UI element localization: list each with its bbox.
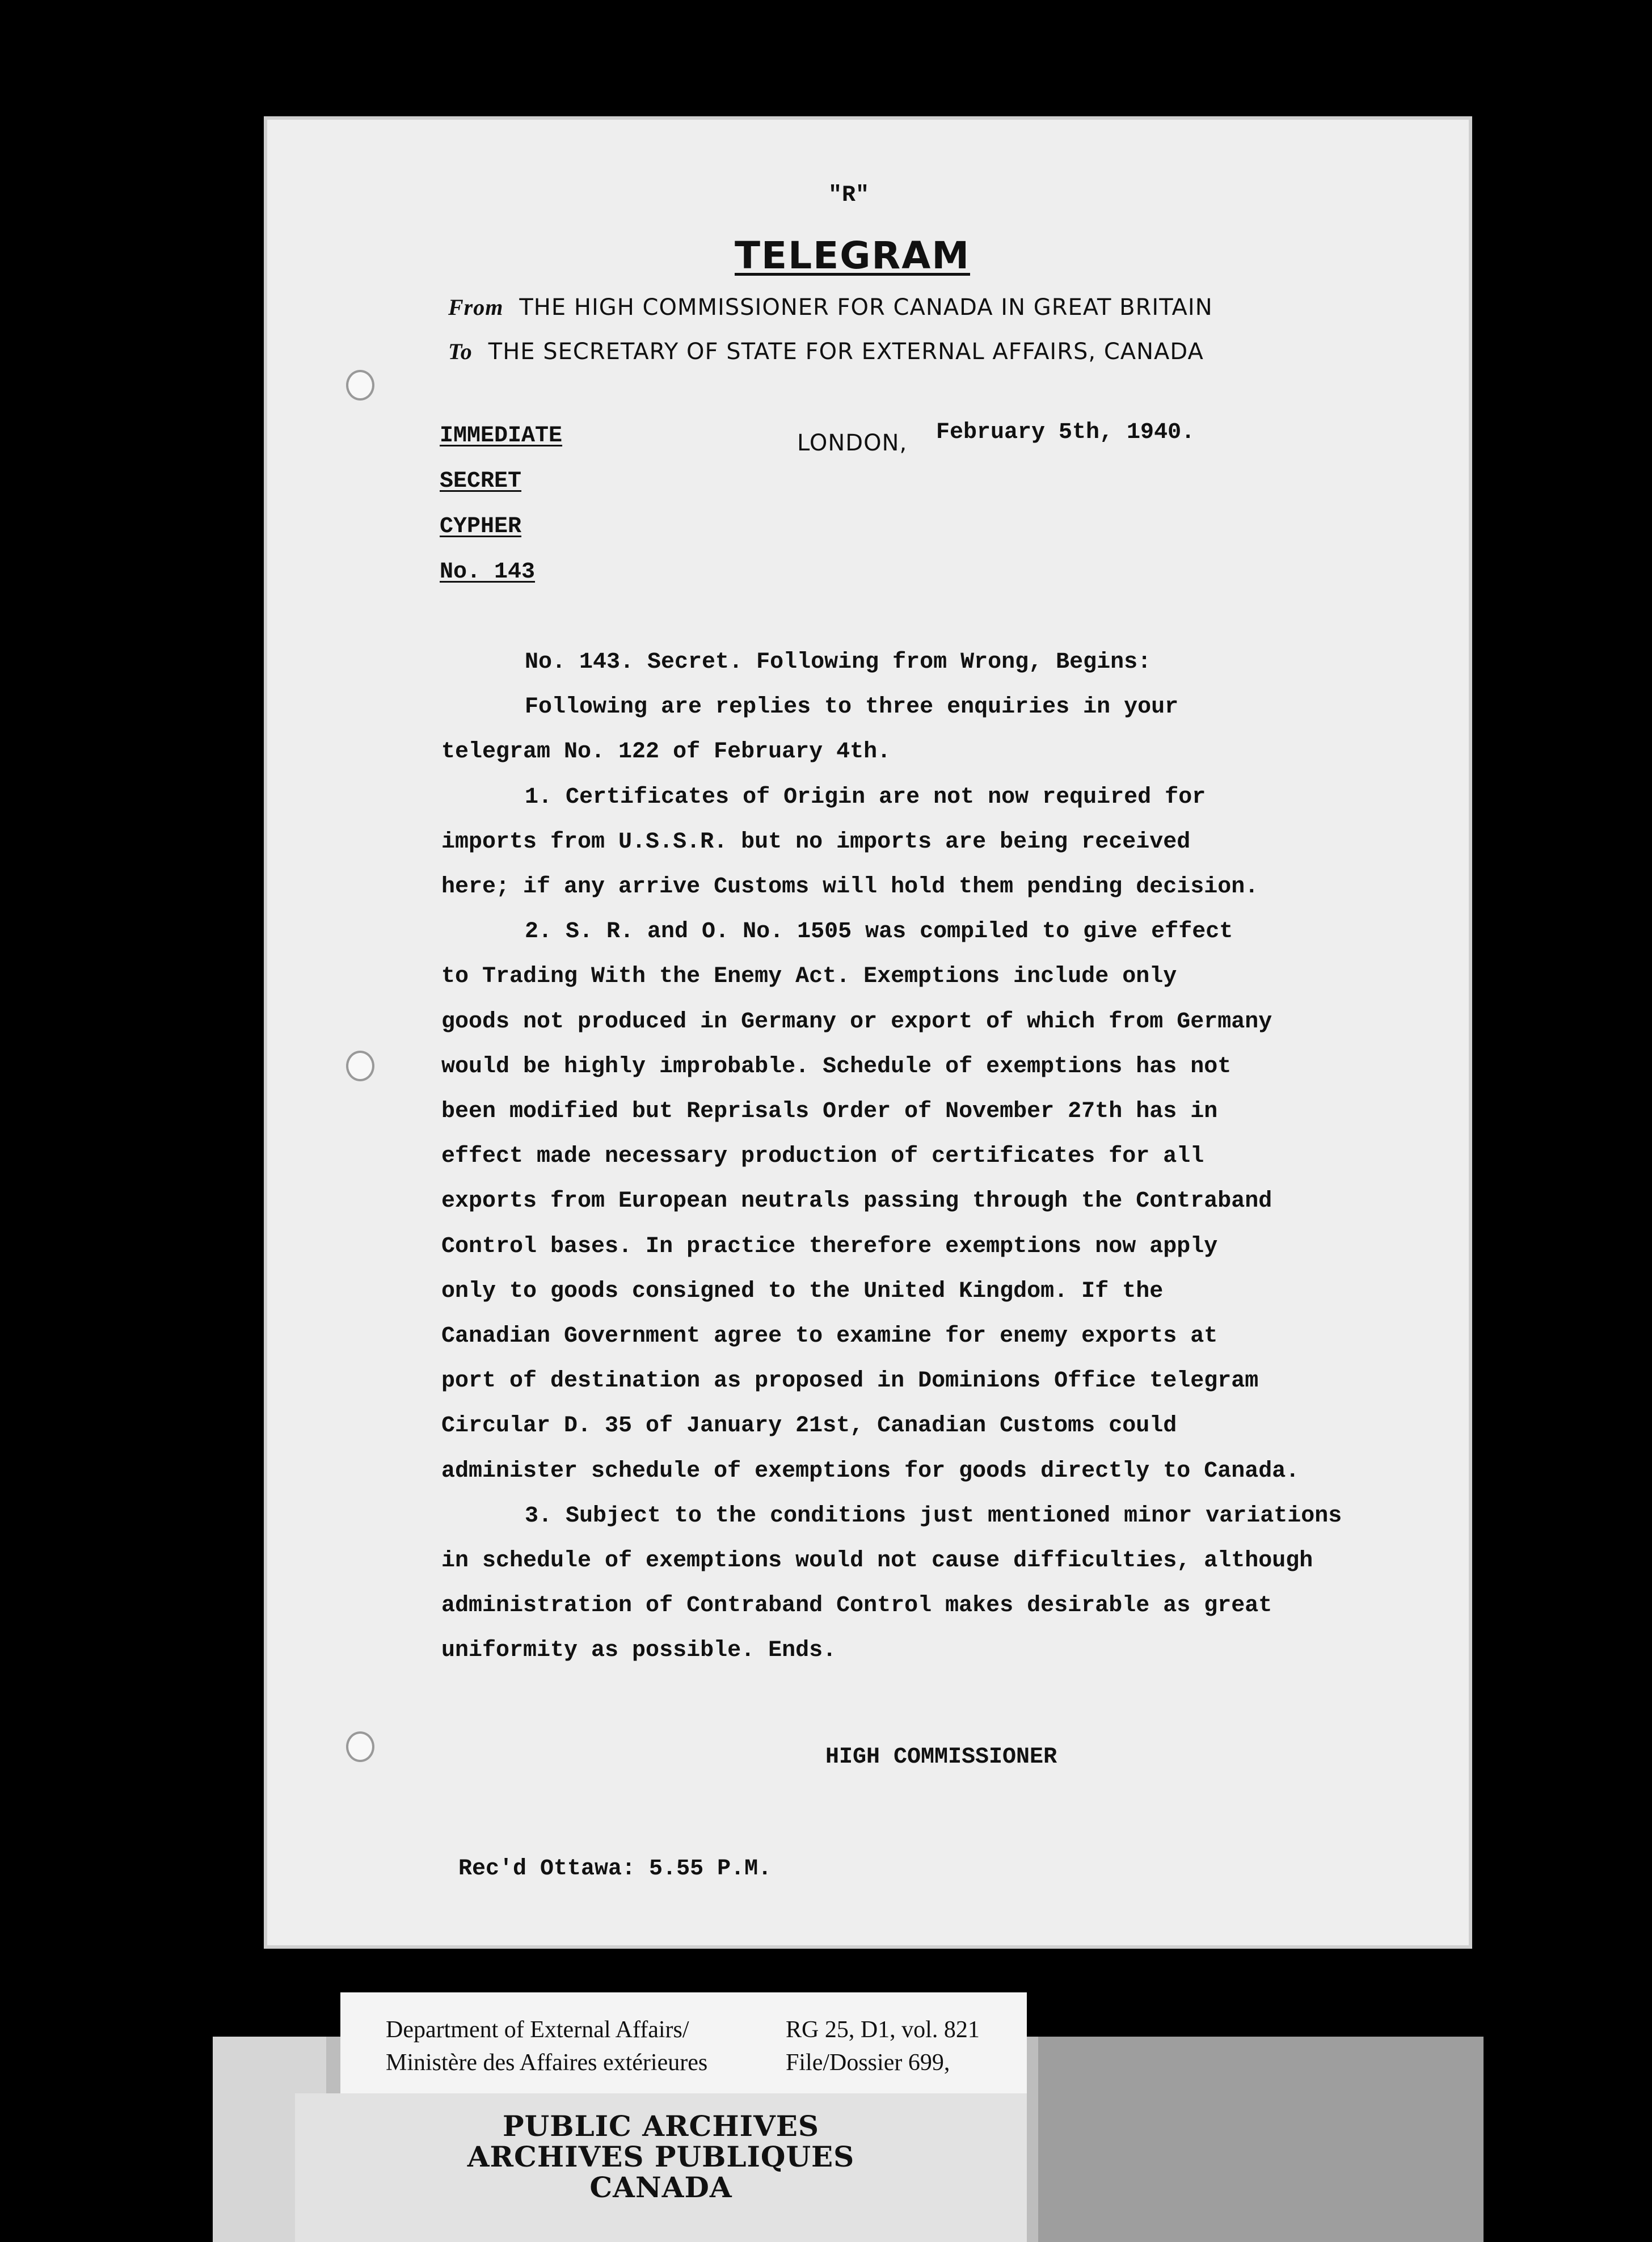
body-line: uniformity as possible. Ends. (441, 1638, 837, 1663)
body-line: been modified but Reprisals Order of November 27th has in (441, 1099, 1218, 1124)
body-line: port of destination as proposed in Dominions Office telegram (441, 1368, 1259, 1394)
body-line: exports from European neutrals passing through the Contraband (441, 1189, 1272, 1214)
body-line: to Trading With the Enemy Act. Exemptions include only (441, 964, 1177, 989)
body-line: 1. Certificates of Origin are not now required for (525, 785, 1206, 810)
body-line: No. 143. Secret. Following from Wrong, Begins: (525, 650, 1152, 675)
body-line: imports from U.S.S.R. but no imports are being received (441, 829, 1191, 855)
received-time: Rec'd Ottawa: 5.55 P.M. (458, 1856, 772, 1882)
telegram-title: TELEGRAM (735, 234, 970, 277)
file-number: File/Dossier 699, (786, 2050, 950, 2076)
date: February 5th, 1940. (936, 420, 1195, 445)
dept-english: Department of External Affairs/ (386, 2017, 689, 2043)
punch-hole-top (346, 370, 374, 401)
signature: HIGH COMMISSIONER (825, 1744, 1057, 1770)
stamp-line-1: PUBLIC ARCHIVES (503, 2109, 819, 2143)
body-line: goods not produced in Germany or export of which from Germany (441, 1009, 1272, 1035)
from-line (448, 294, 1213, 321)
dept-french: Ministère des Affaires extérieures (386, 2050, 708, 2076)
body-line: Control bases. In practice therefore exemptions now apply (441, 1234, 1218, 1259)
to-prefix: To (448, 339, 473, 364)
tray-right-panel (1038, 2037, 1484, 2242)
archive-stamp-panel (295, 2093, 1027, 2242)
classification-mark: "R" (828, 183, 870, 208)
body-line: Canadian Government agree to examine for enemy exports at (441, 1324, 1218, 1349)
body-line: in schedule of exemptions would not cause difficulties, although (441, 1548, 1313, 1574)
label-cypher: CYPHER (440, 514, 522, 540)
body-line: would be highly improbable. Schedule of exemptions has not (441, 1054, 1232, 1080)
from-text: THE HIGH COMMISSIONER FOR CANADA IN GREAT BRITAIN (519, 294, 1213, 321)
body-line: only to goods consigned to the United Kingdom. If the (441, 1279, 1164, 1304)
to-text: THE SECRETARY OF STATE FOR EXTERNAL AFFAIRS, CANADA (488, 339, 1204, 365)
place: LONDON, (797, 430, 908, 456)
stamp-line-2: ARCHIVES PUBLIQUES (467, 2140, 855, 2173)
punch-hole-bottom (346, 1731, 374, 1762)
body-line: here; if any arrive Customs will hold them pending decision. (441, 874, 1259, 900)
body-line: effect made necessary production of certificates for all (441, 1144, 1204, 1169)
label-number: No. 143 (440, 559, 536, 585)
stamp-line-3: CANADA (589, 2171, 732, 2204)
from-prefix: From (448, 294, 504, 320)
body-line: administration of Contraband Control makes desirable as great (441, 1593, 1272, 1619)
label-immediate: IMMEDIATE (440, 423, 563, 449)
body-line: 2. S. R. and O. No. 1505 was compiled to give effect (525, 919, 1233, 945)
punch-hole-middle (346, 1051, 374, 1081)
to-line (448, 338, 1204, 365)
body-line: Circular D. 35 of January 21st, Canadian Customs could (441, 1413, 1177, 1439)
body-line: Following are replies to three enquiries in your (525, 694, 1179, 720)
archive-reference-label (340, 1992, 1027, 2100)
record-group: RG 25, D1, vol. 821 (786, 2017, 980, 2043)
body-line: telegram No. 122 of February 4th. (441, 739, 891, 765)
body-line: administer schedule of exemptions for goods directly to Canada. (441, 1459, 1300, 1484)
label-secret: SECRET (440, 469, 522, 494)
body-line: 3. Subject to the conditions just mentioned minor variations (525, 1503, 1342, 1529)
